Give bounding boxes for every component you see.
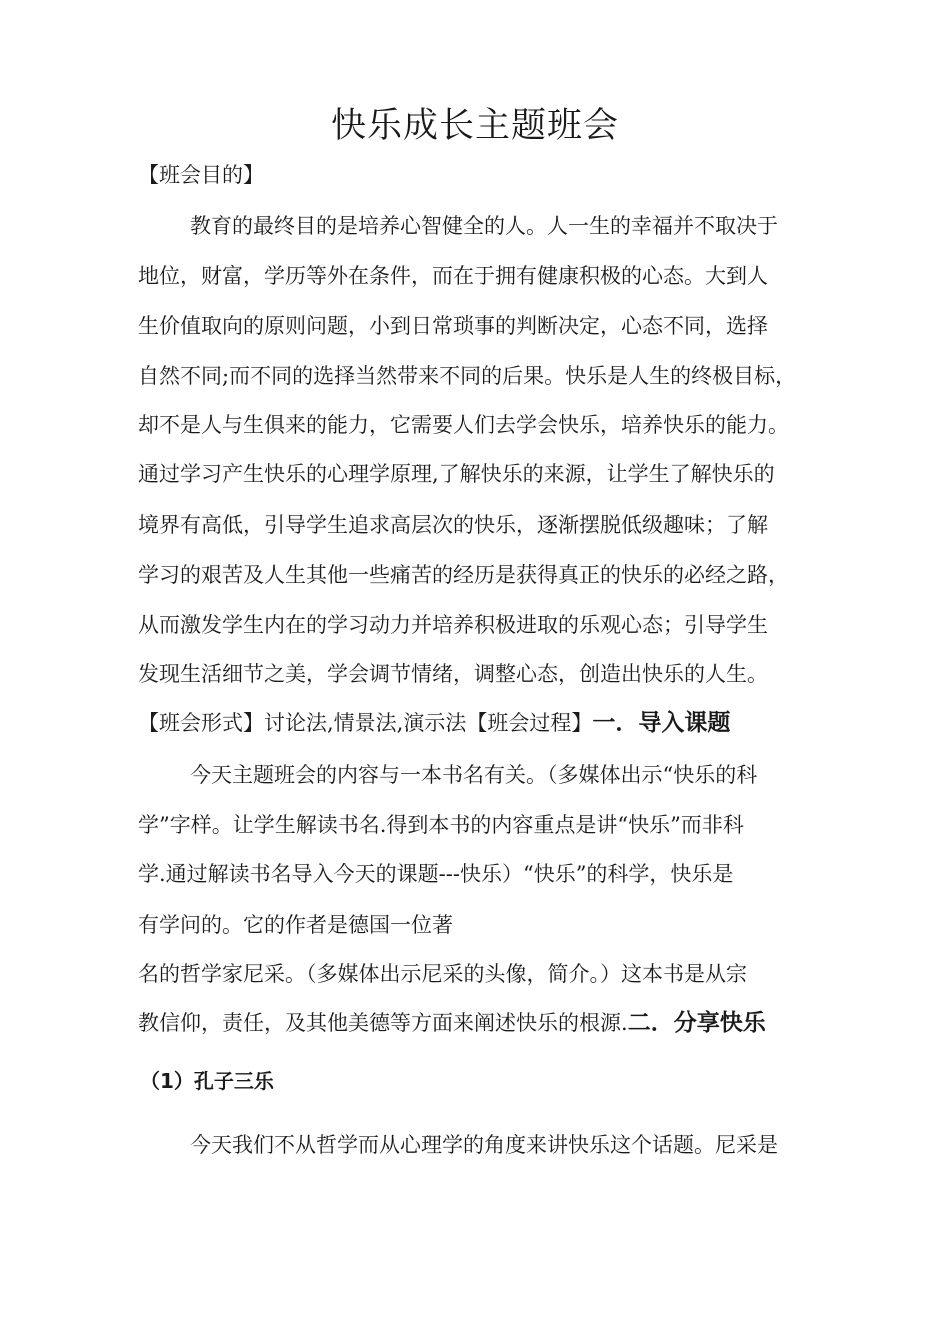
purpose-line: 地位，财富，学历等外在条件，而在于拥有健康积极的心态。大到人 [138, 264, 768, 288]
purpose-line: 学习的艰苦及人生其他一些痛苦的经历是获得真正的快乐的必经之路， [138, 563, 789, 587]
purpose-line: 从而激发学生内在的学习动力并培养积极进取的乐观心态；引导学生 [138, 613, 768, 637]
intro-line: 今天主题班会的内容与一本书名有关。（多媒体出示“快乐的科 [190, 763, 758, 787]
intro-line: 学”字样。让学生解读书名.得到本书的内容重点是讲“快乐”而非科 [138, 813, 744, 837]
body-line: 今天我们不从哲学而从心理学的角度来讲快乐这个话题。尼采是 [190, 1133, 778, 1157]
form-line-text: 【班会形式】讨论法,情景法,演示法【班会过程】 [138, 711, 593, 735]
section-heading-intro: 一．导入课题 [592, 710, 731, 736]
purpose-line: 通过学习产生快乐的心理学原理,了解快乐的来源，让学生了解快乐的 [138, 462, 775, 486]
purpose-label: 【班会目的】 [138, 163, 264, 187]
purpose-line: 发现生活细节之美，学会调节情绪，调整心态，创造出快乐的人生。 [138, 662, 768, 686]
purpose-line: 生价值取向的原则问题，小到日常琐事的判断决定，心态不同，选择 [138, 314, 768, 338]
sub-heading-confucius: （1）孔子三乐 [140, 1069, 274, 1093]
purpose-line: 却不是人与生俱来的能力，它需要人们去学会快乐，培养快乐的能力。 [138, 413, 789, 437]
intro-last-line-text: 教信仰，责任，及其他美德等方面来阐述快乐的根源. [138, 1011, 628, 1035]
intro-line: 学.通过解读书名导入今天的课题---快乐）“快乐”的科学，快乐是 [138, 862, 734, 886]
intro-line: 有学问的。它的作者是德国一位著 [138, 913, 453, 937]
form-line [138, 708, 730, 738]
document-title: 快乐成长主题班会 [330, 106, 619, 146]
section-heading-share: 二．分享快乐 [627, 1010, 766, 1036]
purpose-line: 自然不同;而不同的选择当然带来不同的后果。快乐是人生的终极目标， [138, 364, 797, 388]
intro-last-line [138, 1008, 766, 1038]
purpose-line: 教育的最终目的是培养心智健全的人。人一生的幸福并不取决于 [190, 214, 778, 238]
purpose-line: 境界有高低，引导学生追求高层次的快乐，逐渐摆脱低级趣味；了解 [138, 513, 768, 537]
intro-line: 名的哲学家尼采。（多媒体出示尼采的头像，简介。）这本书是从宗 [138, 962, 747, 986]
